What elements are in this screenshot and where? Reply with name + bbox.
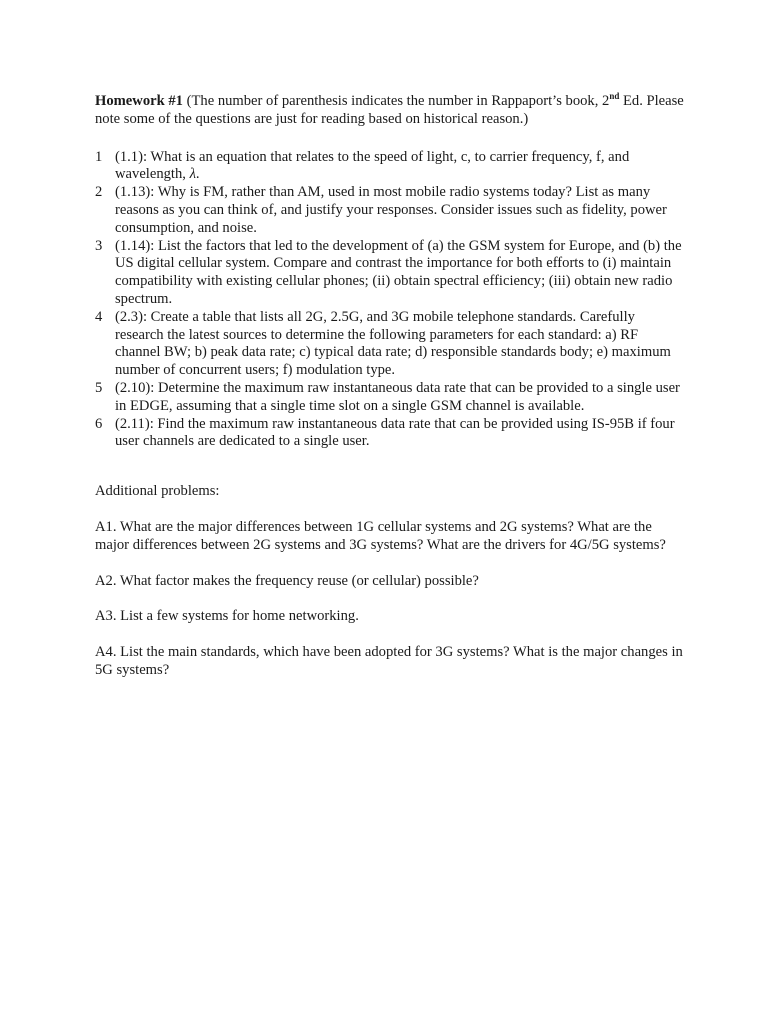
header-text-before-superscript: (The number of parenthesis indicates the number in Rappaport’s book, 2 bbox=[182, 93, 610, 109]
additional-problem-a2: A2. What factor makes the frequency reuse (or cellular) possible? bbox=[95, 572, 479, 589]
question-text: (2.11): Find the maximum raw instantaneous data rate that can be provided using IS-95B if four user channels are dedicated to a single user. bbox=[115, 415, 675, 450]
question-number: 6 bbox=[95, 415, 103, 432]
question-number: 5 bbox=[95, 379, 103, 396]
question-number: 2 bbox=[95, 184, 103, 201]
additional-problem-a1: A1. What are the major differences between 1G cellular systems and 2G systems? What are the major differences between 2G systems and 3G systems? What are the drivers for 4G/5G systems? bbox=[95, 518, 666, 553]
question-item-6 bbox=[95, 416, 685, 452]
additional-problem-a3: A3. List a few systems for home networking. bbox=[95, 608, 359, 625]
question-item-3 bbox=[95, 238, 685, 309]
document-header bbox=[95, 93, 685, 129]
question-item-2 bbox=[95, 184, 685, 237]
question-text: (1.13): Why is FM, rather than AM, used in most mobile radio systems today? List as many reasons as you can think of, and justify your responses. Consider issues such as fidelity, power consumption, and noise. bbox=[115, 184, 667, 236]
question-item-5 bbox=[95, 380, 685, 416]
additional-problems-heading: Additional problems: bbox=[95, 483, 220, 500]
question-number: 3 bbox=[95, 237, 103, 254]
question-item-4 bbox=[95, 309, 685, 380]
question-text: (1.1): What is an equation that relates to the speed of light, c, to carrier frequency, f, and wavelength, bbox=[115, 148, 630, 183]
question-text: (1.14): List the factors that led to the development of (a) the GSM system for Europe, and (b) the US digital cellular system. Compare and contrast the importance for both efforts to (i) maintain compatibility with existing cellular phones; (ii) obtain spectral efficiency; (iii) obtain new radio spectrum. bbox=[115, 237, 682, 307]
document-page bbox=[95, 93, 685, 680]
lambda-symbol: λ bbox=[189, 166, 196, 183]
question-list bbox=[95, 149, 685, 452]
homework-title: Homework #1 bbox=[95, 93, 183, 109]
question-text: (2.3): Create a table that lists all 2G, 2.5G, and 3G mobile telephone standards. Carefully research the latest sources to determine the following parameters for each standard: a) RF channel BW; b) peak data rate; c) typical data rate; d) responsible standards body; e) maximum number of concurrent users; f) modulation type. bbox=[115, 308, 671, 379]
question-item-1 bbox=[95, 149, 685, 185]
question-text-tail: . bbox=[195, 166, 200, 183]
header-superscript: nd bbox=[609, 91, 620, 101]
header-text-after-superscript: Ed. Please note some of the questions are just for reading based on historical reason.) bbox=[95, 93, 684, 127]
additional-problem-a4: A4. List the main standards, which have been adopted for 3G systems? What is the major changes in 5G systems? bbox=[95, 644, 683, 678]
question-number: 4 bbox=[95, 308, 103, 325]
question-text: (2.10): Determine the maximum raw instantaneous data rate that can be provided to a single user in EDGE, assuming that a single time slot on a single GSM channel is available. bbox=[115, 379, 680, 414]
question-number: 1 bbox=[95, 148, 103, 165]
